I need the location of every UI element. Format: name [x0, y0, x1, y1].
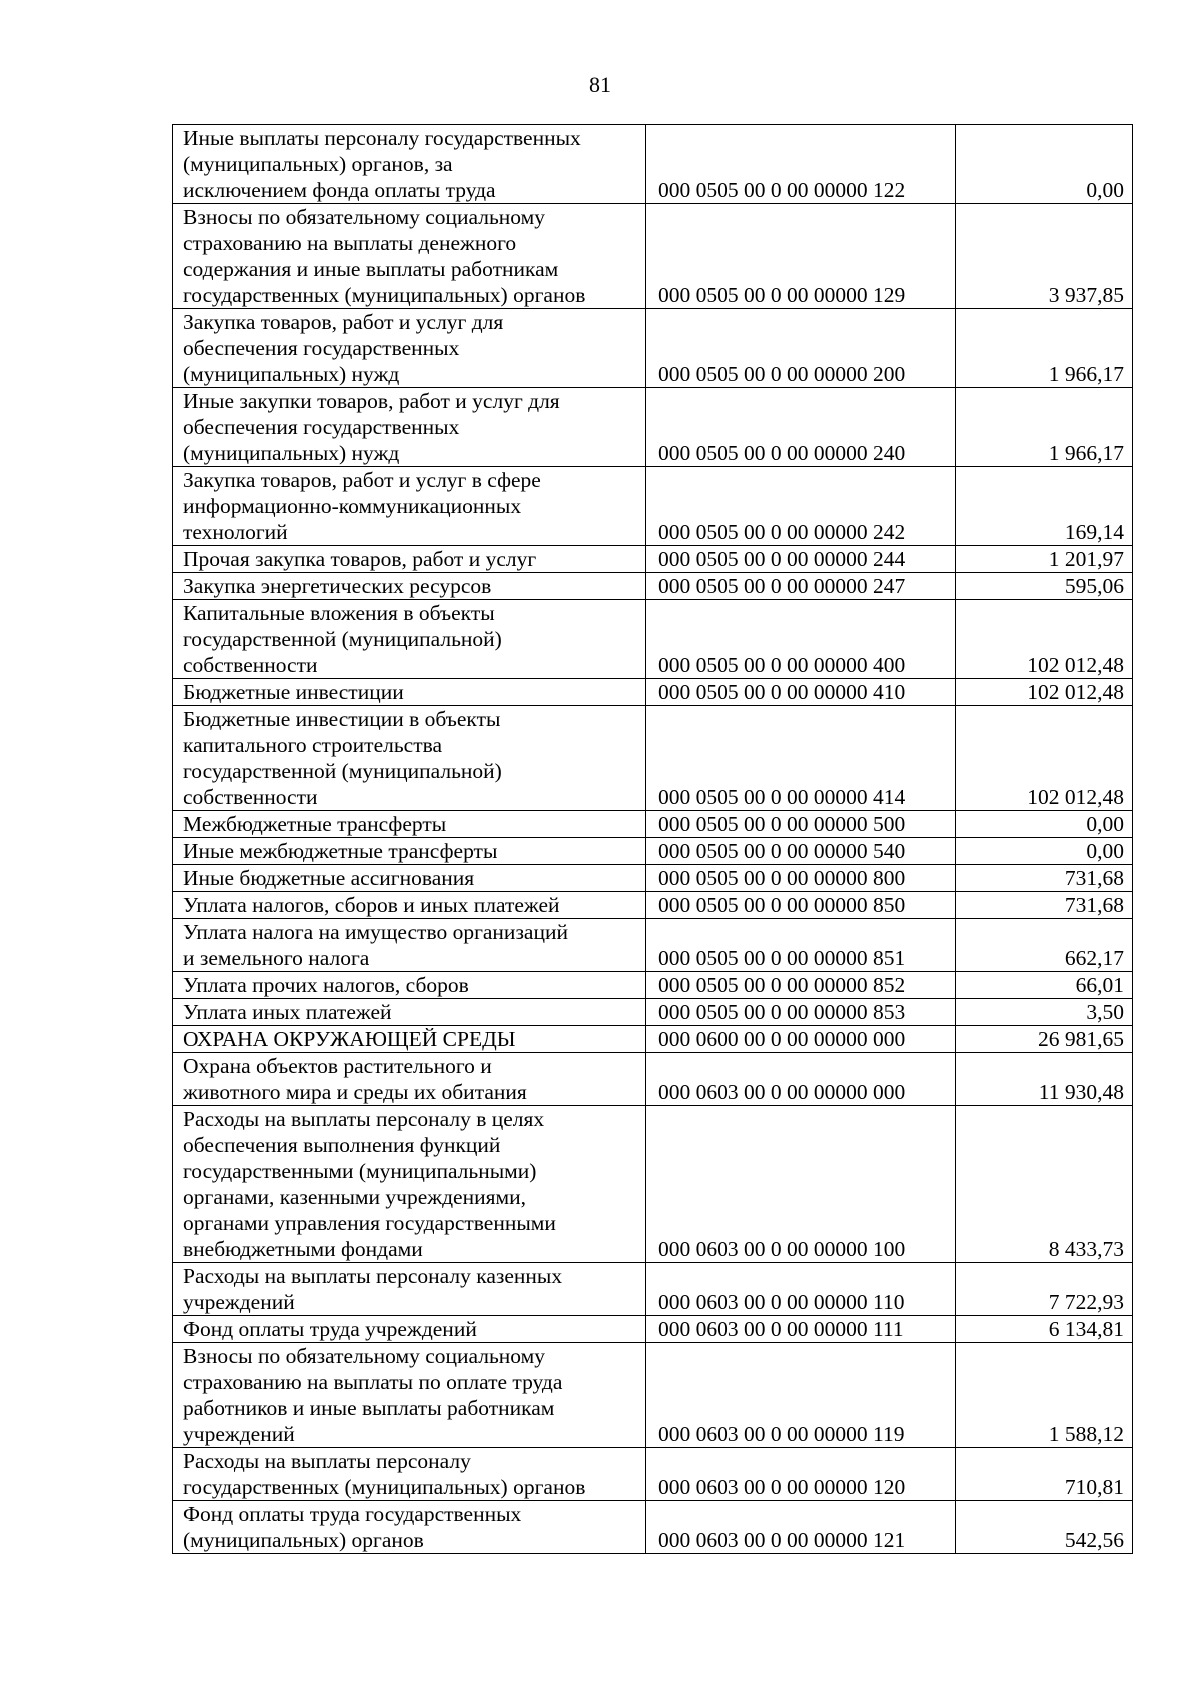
table-row: [173, 546, 1133, 573]
row-name-cell: ОХРАНА ОКРУЖАЮЩЕЙ СРЕДЫ: [173, 1026, 646, 1053]
row-amount-cell: 595,06: [956, 573, 1133, 600]
table-row: [173, 972, 1133, 999]
row-amount-cell: 11 930,48: [956, 1053, 1133, 1106]
row-name-cell: Уплата иных платежей: [173, 999, 646, 1026]
row-code-cell: 000 0603 00 0 00 00000 100: [646, 1106, 956, 1263]
row-name-cell: Фонд оплаты труда учреждений: [173, 1316, 646, 1343]
table-row: [173, 1026, 1133, 1053]
row-name-cell: Взносы по обязательному социальному страхованию на выплаты по оплате труда работников и иные выплаты работникам учреждений: [173, 1343, 646, 1448]
row-amount-cell: 731,68: [956, 865, 1133, 892]
row-name-cell: Бюджетные инвестиции: [173, 679, 646, 706]
table-row: [173, 467, 1133, 546]
row-amount-cell: 542,56: [956, 1501, 1133, 1554]
row-amount-cell: 102 012,48: [956, 706, 1133, 811]
row-code-cell: 000 0505 00 0 00 00000 800: [646, 865, 956, 892]
row-name-cell: Расходы на выплаты персоналу казенных учреждений: [173, 1263, 646, 1316]
row-code-cell: 000 0505 00 0 00 00000 400: [646, 600, 956, 679]
table-row: [173, 388, 1133, 467]
row-amount-cell: 102 012,48: [956, 600, 1133, 679]
table-row: [173, 1106, 1133, 1263]
row-code-cell: 000 0505 00 0 00 00000 240: [646, 388, 956, 467]
table-row: [173, 1316, 1133, 1343]
table-row: [173, 125, 1133, 204]
table-row: [173, 679, 1133, 706]
row-code-cell: 000 0603 00 0 00 00000 120: [646, 1448, 956, 1501]
row-name-cell: Закупка товаров, работ и услуг для обеспечения государственных (муниципальных) нужд: [173, 309, 646, 388]
row-amount-cell: 1 201,97: [956, 546, 1133, 573]
table-row: [173, 1343, 1133, 1448]
row-amount-cell: 26 981,65: [956, 1026, 1133, 1053]
table-row: [173, 865, 1133, 892]
row-code-cell: 000 0505 00 0 00 00000 129: [646, 204, 956, 309]
table-row: [173, 1053, 1133, 1106]
row-name-cell: Иные закупки товаров, работ и услуг для обеспечения государственных (муниципальных) нужд: [173, 388, 646, 467]
row-code-cell: 000 0505 00 0 00 00000 247: [646, 573, 956, 600]
table-row: [173, 309, 1133, 388]
table-row: [173, 811, 1133, 838]
row-name-cell: Иные межбюджетные трансферты: [173, 838, 646, 865]
row-code-cell: 000 0603 00 0 00 00000 119: [646, 1343, 956, 1448]
row-amount-cell: 3 937,85: [956, 204, 1133, 309]
page-number: 81: [589, 72, 611, 97]
row-amount-cell: 731,68: [956, 892, 1133, 919]
row-name-cell: Фонд оплаты труда государственных (муниципальных) органов: [173, 1501, 646, 1554]
row-code-cell: 000 0603 00 0 00 00000 121: [646, 1501, 956, 1554]
row-code-cell: 000 0505 00 0 00 00000 500: [646, 811, 956, 838]
row-amount-cell: 0,00: [956, 125, 1133, 204]
row-amount-cell: 710,81: [956, 1448, 1133, 1501]
row-code-cell: 000 0505 00 0 00 00000 244: [646, 546, 956, 573]
row-name-cell: Расходы на выплаты персоналу государственных (муниципальных) органов: [173, 1448, 646, 1501]
row-amount-cell: 7 722,93: [956, 1263, 1133, 1316]
row-name-cell: Межбюджетные трансферты: [173, 811, 646, 838]
row-code-cell: 000 0600 00 0 00 00000 000: [646, 1026, 956, 1053]
row-name-cell: Расходы на выплаты персоналу в целях обеспечения выполнения функций государственными (муниципальными) органами, казенными учреждениями, органами управления государственными внебюджетными фондами: [173, 1106, 646, 1263]
table-row: [173, 838, 1133, 865]
row-code-cell: 000 0603 00 0 00 00000 110: [646, 1263, 956, 1316]
row-code-cell: 000 0505 00 0 00 00000 200: [646, 309, 956, 388]
row-code-cell: 000 0505 00 0 00 00000 850: [646, 892, 956, 919]
table-row: [173, 600, 1133, 679]
budget-table-body: [173, 125, 1133, 1554]
row-name-cell: Взносы по обязательному социальному страхованию на выплаты денежного содержания и иные выплаты работникам государственных (муниципальных) органов: [173, 204, 646, 309]
table-row: [173, 1448, 1133, 1501]
row-name-cell: Иные бюджетные ассигнования: [173, 865, 646, 892]
row-amount-cell: 3,50: [956, 999, 1133, 1026]
table-row: [173, 706, 1133, 811]
row-code-cell: 000 0505 00 0 00 00000 853: [646, 999, 956, 1026]
row-name-cell: Закупка энергетических ресурсов: [173, 573, 646, 600]
row-name-cell: Уплата налога на имущество организаций и земельного налога: [173, 919, 646, 972]
row-name-cell: Капитальные вложения в объекты государственной (муниципальной) собственности: [173, 600, 646, 679]
row-amount-cell: 6 134,81: [956, 1316, 1133, 1343]
row-name-cell: Закупка товаров, работ и услуг в сфере информационно-коммуникационных технологий: [173, 467, 646, 546]
row-amount-cell: 1 966,17: [956, 309, 1133, 388]
row-code-cell: 000 0505 00 0 00 00000 852: [646, 972, 956, 999]
row-code-cell: 000 0603 00 0 00 00000 000: [646, 1053, 956, 1106]
row-name-cell: Бюджетные инвестиции в объекты капитального строительства государственной (муниципальной) собственности: [173, 706, 646, 811]
row-name-cell: Иные выплаты персоналу государственных (муниципальных) органов, за исключением фонда оплаты труда: [173, 125, 646, 204]
row-name-cell: Уплата прочих налогов, сборов: [173, 972, 646, 999]
row-name-cell: Уплата налогов, сборов и иных платежей: [173, 892, 646, 919]
row-amount-cell: 662,17: [956, 919, 1133, 972]
row-amount-cell: 66,01: [956, 972, 1133, 999]
row-code-cell: 000 0505 00 0 00 00000 122: [646, 125, 956, 204]
row-amount-cell: 1 588,12: [956, 1343, 1133, 1448]
row-amount-cell: 169,14: [956, 467, 1133, 546]
row-amount-cell: 0,00: [956, 838, 1133, 865]
row-code-cell: 000 0603 00 0 00 00000 111: [646, 1316, 956, 1343]
table-row: [173, 919, 1133, 972]
row-name-cell: Прочая закупка товаров, работ и услуг: [173, 546, 646, 573]
row-code-cell: 000 0505 00 0 00 00000 242: [646, 467, 956, 546]
table-row: [173, 1501, 1133, 1554]
table-row: [173, 204, 1133, 309]
row-code-cell: 000 0505 00 0 00 00000 540: [646, 838, 956, 865]
row-name-cell: Охрана объектов растительного и животного мира и среды их обитания: [173, 1053, 646, 1106]
table-row: [173, 892, 1133, 919]
table-row: [173, 999, 1133, 1026]
row-amount-cell: 1 966,17: [956, 388, 1133, 467]
table-row: [173, 1263, 1133, 1316]
row-code-cell: 000 0505 00 0 00 00000 851: [646, 919, 956, 972]
row-code-cell: 000 0505 00 0 00 00000 414: [646, 706, 956, 811]
row-amount-cell: 0,00: [956, 811, 1133, 838]
row-amount-cell: 102 012,48: [956, 679, 1133, 706]
row-amount-cell: 8 433,73: [956, 1106, 1133, 1263]
row-code-cell: 000 0505 00 0 00 00000 410: [646, 679, 956, 706]
budget-table: [172, 124, 1133, 1554]
table-row: [173, 573, 1133, 600]
